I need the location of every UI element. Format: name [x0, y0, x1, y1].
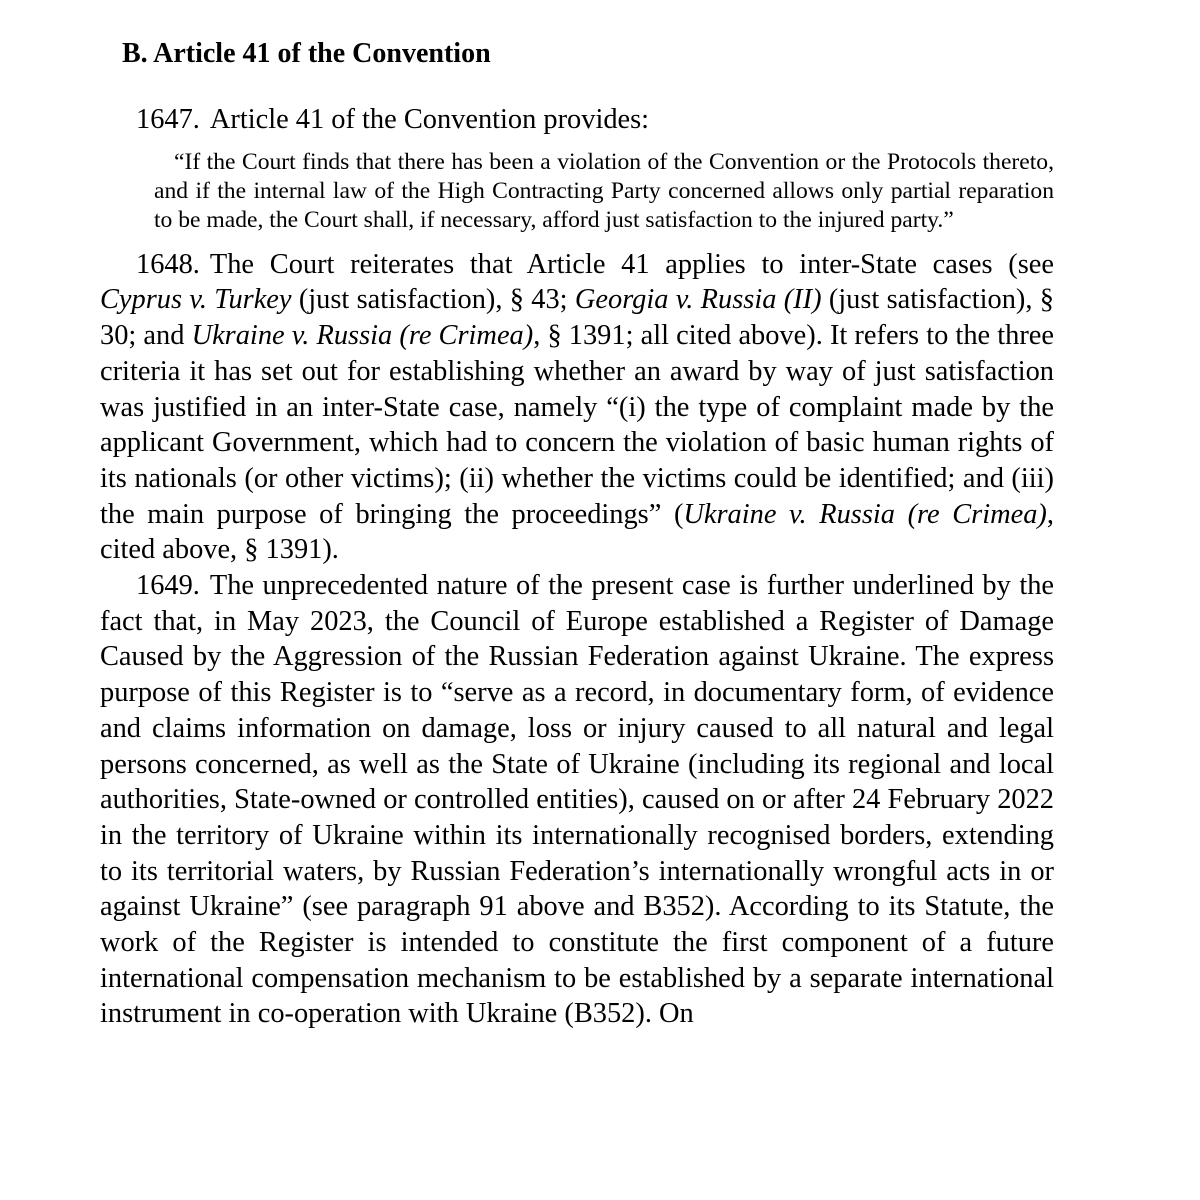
paragraph-1647-text: Article 41 of the Convention provides: [209, 104, 650, 135]
case-cyprus-v-turkey: Cyprus v. Turkey [100, 284, 292, 316]
paragraph-1648-text-5: , cited above, § 1391). [100, 498, 1054, 566]
paragraph-1648 [100, 247, 1054, 568]
case-ukraine-v-russia-crimea: Ukraine v. Russia (re Crimea) [191, 320, 534, 352]
paragraph-1648-text-2: (just satisfaction), § 43; [291, 284, 575, 316]
case-georgia-v-russia-ii: Georgia v. Russia (II) [574, 284, 822, 316]
section-heading: B. Article 41 of the Convention [122, 38, 491, 69]
paragraph-number-1648: 1648. [136, 248, 200, 280]
paragraph-1648-text-3: (just satisfaction), § 30; and [100, 284, 1054, 352]
paragraph-number-1649: 1649. [136, 570, 200, 602]
paragraph-1649-text: The unprecedented nature of the present case is further underlined by the fact that, in May 2023, the Council of Europe established a Register of Damage Caused by the Aggression of the Russian Federation against Ukraine. The express purpose of this Register is to “serve as a record, in documentary form, of evidence and claims information on damage, loss or injury caused to all natural and legal persons concerned, as well as the State of Ukraine (including its regional and local authorities, State-owned or controlled entities), caused on or after 24 February 2022 in the territory of Ukraine within its internationally recognised borders, extending to its territorial waters, by Russian Federation’s internationally wrongful acts in or against Ukraine” (see paragraph 91 above and B352). According to its Statute, the work of the Register is intended to constitute the first component of a future international compensation mechanism to be established by a separate international instrument in co-operation with Ukraine (B352). On [100, 570, 1054, 1030]
paragraph-1648-text-1: The Court reiterates that Article 41 applies to inter-State cases (see [209, 248, 1054, 280]
paragraph-1648-text-4: , § 1391; all cited above). It refers to the three criteria it has set out for establishing whether an award by way of just satisfaction was justified in an inter-State case, namely “(i) the type of complaint made by the applicant Government, which had to concern the violation of basic human rights of its nationals (or other victims); (ii) whether the victims could be identified; and (iii) the main purpose of bringing the proceedings” ( [100, 320, 1055, 530]
document-page [100, 36, 1054, 1032]
paragraph-1647 [100, 102, 1054, 138]
paragraph-number-1647: 1647. [136, 104, 200, 135]
paragraph-1649 [100, 568, 1054, 1032]
case-ukraine-v-russia-crimea-2: Ukraine v. Russia (re Crimea) [683, 498, 1047, 530]
article-41-quote: “If the Court finds that there has been a violation of the Convention or the Protocols thereto, and if the internal law of the High Contracting Party concerned allows only partial reparation to be made, the Court shall, if necessary, afford just satisfaction to the injured party.” [154, 148, 1054, 233]
